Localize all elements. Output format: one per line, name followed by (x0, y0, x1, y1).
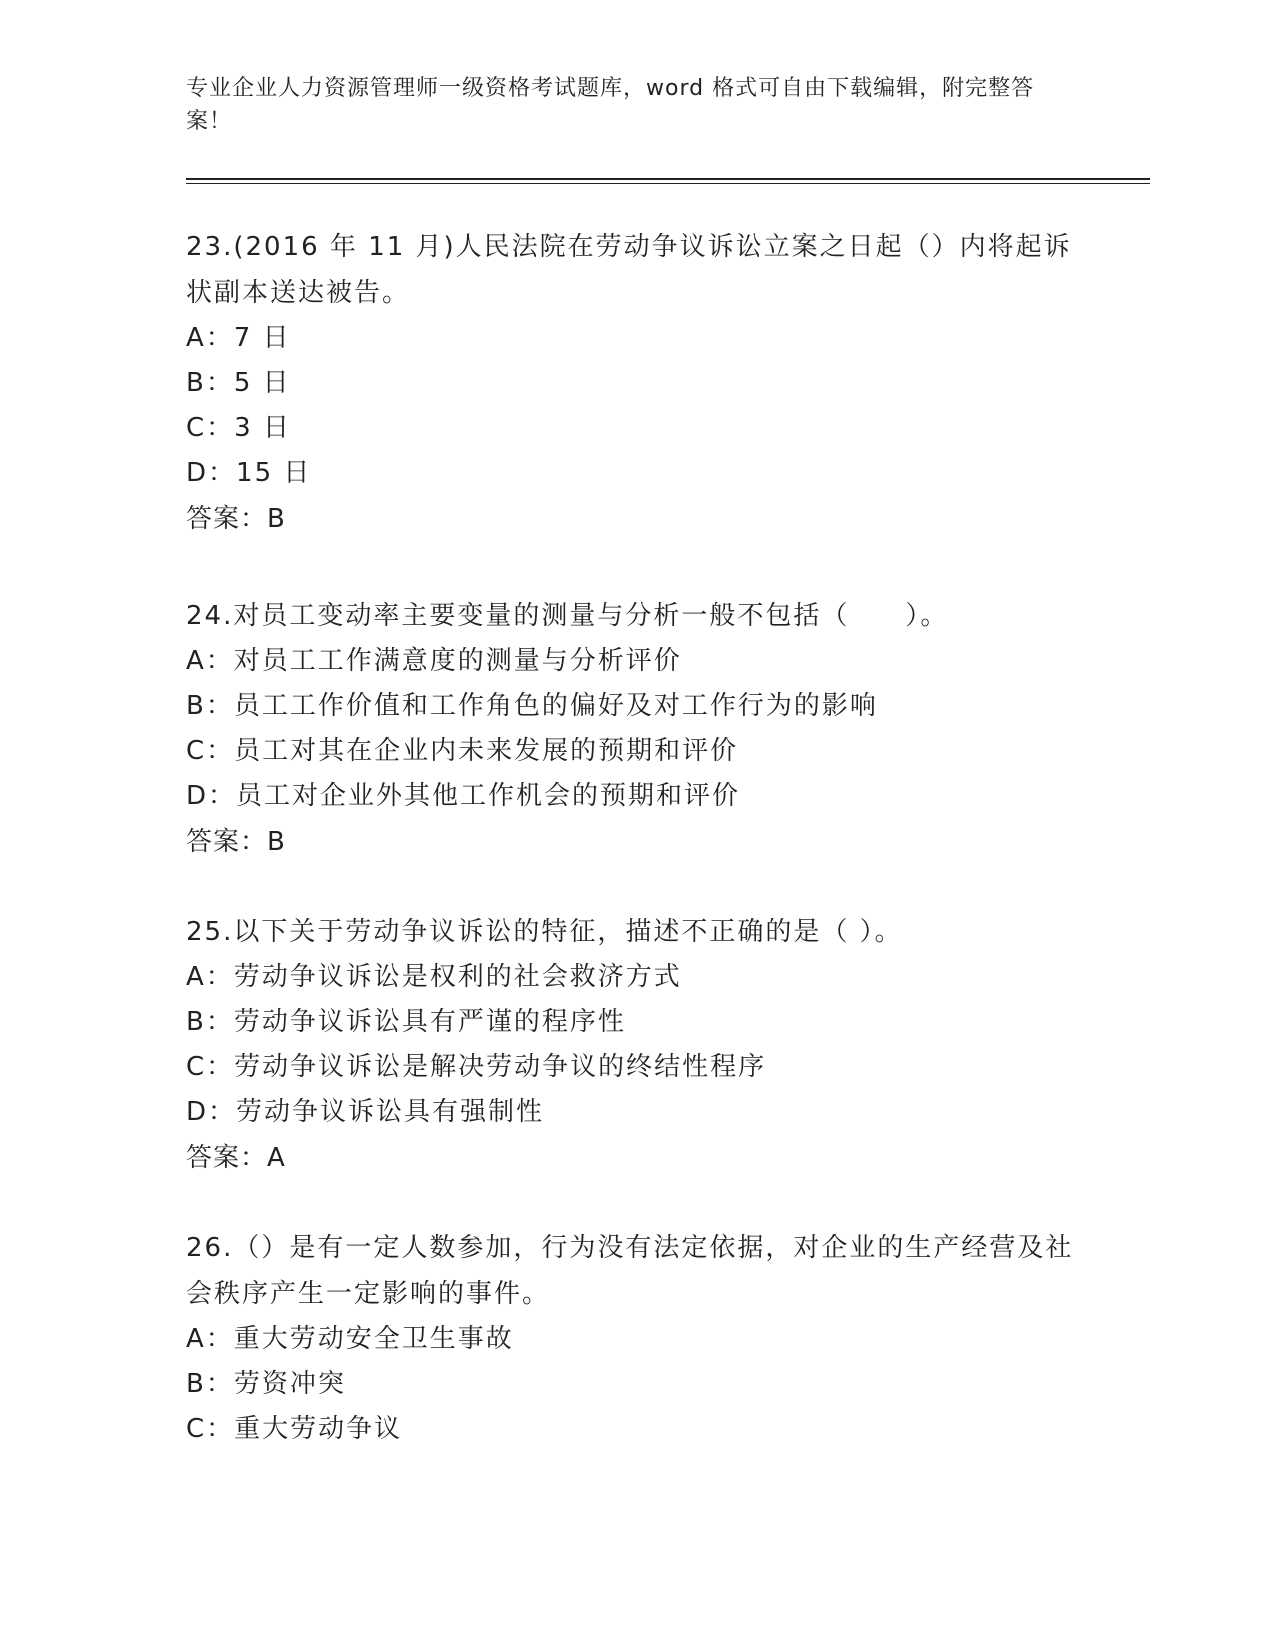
option-d: D：劳动争议诉讼具有强制性 (186, 1097, 545, 1127)
option-a: A：对员工工作满意度的测量与分析评价 (186, 646, 682, 676)
option-c: C：员工对其在企业内未来发展的预期和评价 (186, 736, 739, 766)
question-stem: 23.(2016 年 11 月)人民法院在劳动争议诉讼立案之日起（）内将起诉状副本送达被告。 (186, 232, 1072, 308)
header-divider-thick (186, 178, 1150, 180)
option-b: B：5 日 (186, 368, 291, 398)
option-d: D：员工对企业外其他工作机会的预期和评价 (186, 781, 741, 811)
answer: 答案：B (186, 504, 286, 534)
option-b: B：员工工作价值和工作角色的偏好及对工作行为的影响 (186, 691, 878, 721)
option-d: D：15 日 (186, 458, 312, 488)
question-24 (186, 593, 1086, 865)
option-a: A：劳动争议诉讼是权利的社会救济方式 (186, 962, 682, 992)
header-divider-thin (186, 183, 1150, 184)
question-25 (186, 909, 1086, 1181)
option-c: C：3 日 (186, 413, 291, 443)
option-c: C：重大劳动争议 (186, 1414, 403, 1444)
document-header: 专业企业人力资源管理师一级资格考试题库，word 格式可自由下载编辑，附完整答案！ (186, 76, 1035, 134)
question-26 (186, 1225, 1086, 1452)
option-b: B：劳资冲突 (186, 1369, 346, 1399)
answer: 答案：A (186, 1143, 286, 1173)
question-stem: 24.对员工变动率主要变量的测量与分析一般不包括（ ）。 (186, 601, 949, 631)
option-a: A：7 日 (186, 323, 291, 353)
question-stem: 26.（）是有一定人数参加，行为没有法定依据，对企业的生产经营及社会秩序产生一定影响的事件。 (186, 1233, 1074, 1309)
option-a: A：重大劳动安全卫生事故 (186, 1324, 514, 1354)
question-stem: 25.以下关于劳动争议诉讼的特征，描述不正确的是（ ）。 (186, 917, 903, 947)
option-b: B：劳动争议诉讼具有严谨的程序性 (186, 1007, 626, 1037)
option-c: C：劳动争议诉讼是解决劳动争议的终结性程序 (186, 1052, 767, 1082)
answer: 答案：B (186, 827, 286, 857)
question-23 (186, 224, 1086, 542)
